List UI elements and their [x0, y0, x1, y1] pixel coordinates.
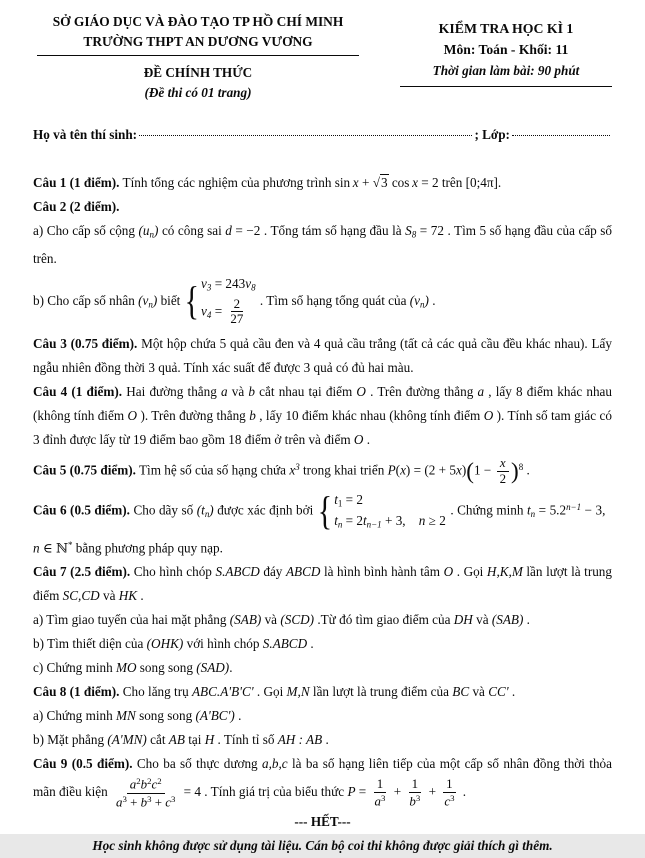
text-run: c — [165, 794, 171, 810]
question-4 — [33, 380, 612, 452]
text-run: c) Chứng minh — [33, 660, 116, 676]
fraction — [111, 776, 180, 810]
text-run: . Gọi — [453, 564, 487, 580]
text-run: = 4 . Tính giá trị của biểu thức — [180, 784, 348, 800]
text-run: ) — [152, 292, 158, 308]
fraction-denominator: 2 — [499, 471, 507, 487]
header-right-block — [400, 12, 612, 87]
sqrt-radical: √3 — [372, 175, 388, 190]
text-run: .Từ đó tìm giao điểm của — [314, 612, 454, 628]
text-run: (SCD) — [280, 612, 315, 628]
text-run: a — [129, 776, 137, 792]
cases-rows — [334, 492, 446, 531]
text-run: − 3, — [581, 502, 613, 518]
cases-system — [317, 488, 446, 534]
text-run: Cho dãy số — [129, 502, 197, 518]
text-run: n — [204, 509, 210, 520]
text-run: n — [418, 513, 426, 529]
text-run: là hình bình hành tâm — [320, 564, 444, 580]
text-run: = −2 . Tổng tám số hạng đầu là — [231, 223, 406, 238]
text-run: = 2 — [342, 492, 363, 508]
fraction-denominator — [372, 793, 389, 809]
cases-row — [334, 513, 446, 531]
text-run: có công sai — [158, 223, 226, 238]
text-run: (v — [409, 292, 421, 308]
text-run: ; Lớp: — [474, 127, 510, 142]
text-run: b — [249, 408, 256, 424]
text-run: O — [127, 408, 138, 424]
text-run: d — [225, 223, 232, 238]
text-run: MO — [115, 660, 137, 676]
text-run: và — [469, 684, 489, 700]
text-run: Học sinh không được sử dụng tài liệu. Cán bộ coi thi không được giải thích gì thêm. — [92, 837, 553, 853]
text-run: x — [455, 462, 462, 478]
text-run: H,K,M — [486, 564, 523, 580]
text-run: Tìm hệ số của số hạng chứa — [135, 462, 290, 478]
text-run: Cho ba số thực dương — [132, 756, 263, 772]
text-run: 3 — [381, 793, 386, 803]
exam-title: KIỂM TRA HỌC KÌ 1 — [438, 21, 574, 36]
text-run: --- HẾT--- — [294, 813, 351, 829]
text-run: Câu 9 (0.5 điểm). — [33, 756, 133, 772]
text-run: v — [201, 302, 207, 318]
text-run: (A'MN) — [107, 732, 147, 748]
text-run: b — [248, 384, 255, 400]
text-run: + — [425, 784, 440, 800]
fraction-denominator — [113, 794, 178, 810]
fraction-numerator: 1 — [443, 777, 455, 793]
text-run: Một hộp chứa 5 quả cầu đen và 4 quả cầu trắng (tất cả các quả cầu đều khác nhau). Lấy ngẫu nhiên đồng thời 3 quả. Tính xác suất để được 3 quả có đủ hai màu. — [33, 336, 613, 376]
question-7a — [33, 608, 612, 632]
school-name: TRƯỜNG THPT AN DƯƠNG VƯƠNG — [37, 32, 359, 56]
text-run: 2 — [136, 776, 141, 787]
fraction — [370, 777, 391, 809]
text-run: Họ và tên thí sinh: — [33, 127, 138, 142]
text-run: P — [347, 784, 356, 800]
text-run: (v — [138, 292, 149, 308]
text-run: biết — [157, 292, 184, 308]
text-run: 4 — [206, 309, 212, 320]
left-brace: { — [317, 488, 333, 534]
text-run: t — [334, 513, 338, 529]
end-marker — [33, 810, 612, 834]
question-2 — [33, 195, 612, 219]
text-run: MN — [115, 708, 136, 724]
text-run: ) — [424, 292, 429, 308]
exam-header — [33, 12, 612, 103]
sqrt-argument: 3 — [380, 175, 388, 190]
text-run: . — [459, 784, 467, 800]
text-run: ∈ ℕ — [39, 540, 69, 556]
text-run: 8 — [411, 229, 417, 240]
question-8b — [33, 728, 612, 752]
text-run: cos — [388, 175, 413, 190]
text-run: cắt — [146, 732, 169, 748]
text-run: 3 — [450, 793, 455, 803]
text-run: S — [405, 223, 412, 238]
text-run: a — [477, 384, 485, 400]
text-run: H — [204, 732, 215, 748]
question-8a — [33, 704, 612, 728]
text-run: . Gọi — [253, 684, 287, 700]
text-run: ) = (2 + 5 — [405, 462, 456, 478]
text-run: = 2 — [342, 513, 363, 529]
cases-row — [334, 492, 446, 510]
text-run: a) Cho cấp số cộng — [33, 223, 139, 238]
text-run: = 2 trên [0;4π]. — [417, 175, 502, 190]
fraction-numerator — [497, 456, 509, 472]
text-run: 2 — [147, 776, 152, 787]
text-run: n — [530, 509, 536, 520]
text-run: S.ABCD — [262, 636, 308, 652]
text-run: x — [412, 175, 418, 190]
question-2a — [33, 219, 612, 271]
fraction — [495, 456, 511, 487]
header-left-block — [33, 12, 363, 103]
text-run: DH — [453, 612, 473, 628]
text-run: ) — [461, 462, 467, 478]
text-run: a — [374, 793, 381, 809]
subject-grade-line: Môn: Toán - Khối: 11 — [443, 42, 569, 57]
official-exam-label: ĐỀ CHÍNH THỨC — [143, 65, 253, 80]
text-run: 3 — [122, 793, 127, 804]
text-run: 3 — [206, 282, 212, 293]
text-run: BC — [452, 684, 470, 700]
text-run: t — [526, 502, 531, 518]
question-7 — [33, 560, 612, 608]
text-run: (OHK) — [146, 636, 184, 652]
text-run: tại — [184, 732, 205, 748]
text-run: Câu 4 (1 điểm). — [33, 384, 123, 400]
page-count-note: (Đề thi có 01 trang) — [144, 85, 252, 100]
fraction-denominator — [441, 793, 457, 809]
text-run: . — [229, 660, 233, 676]
text-run: b) Mặt phẳng — [33, 732, 108, 748]
text-run: 3 — [415, 793, 421, 803]
text-run: (A'BC') — [195, 708, 235, 724]
text-run: ) — [154, 223, 159, 238]
text-run: + — [151, 794, 166, 810]
text-run: Hai đường thẳng — [122, 384, 221, 400]
text-run: lần lượt là trung điểm của — [309, 684, 453, 700]
text-run: ) — [511, 457, 519, 484]
text-run: . — [137, 588, 144, 604]
text-run: = 5.2 — [535, 502, 567, 518]
text-run: . — [363, 432, 370, 448]
text-run: b) Cho cấp số nhân — [33, 292, 139, 308]
question-7b — [33, 632, 612, 656]
fraction — [439, 777, 459, 809]
text-run: + — [126, 794, 141, 810]
text-run: (t — [196, 502, 205, 518]
text-run: song song — [135, 708, 196, 724]
question-2b — [33, 274, 612, 330]
text-run: . — [322, 732, 329, 748]
question-5 — [33, 455, 612, 487]
text-run: Câu 5 (0.75 điểm). — [33, 462, 136, 478]
text-run: a — [116, 794, 123, 810]
text-run: c — [151, 776, 158, 792]
text-run: b — [140, 794, 148, 810]
text-run: ABC.A'B'C' — [191, 684, 254, 700]
exam-body — [33, 123, 612, 858]
text-run: c — [444, 793, 451, 809]
text-run: a,b,c — [262, 756, 288, 772]
duration-line: Thời gian làm bài: 90 phút — [432, 63, 580, 78]
text-run: 3 — [170, 793, 176, 804]
text-run: Cho lăng trụ — [119, 684, 192, 700]
question-7c — [33, 656, 612, 680]
text-run: n−1 — [566, 502, 582, 513]
text-run: . Tính tỉ số — [214, 732, 278, 748]
text-run: b — [409, 793, 416, 809]
text-run: bằng phương pháp quy nạp. — [72, 540, 223, 556]
text-run: ). Trên đường thẳng — [137, 408, 250, 424]
text-run: x — [352, 175, 359, 190]
exam-note — [33, 834, 612, 858]
text-run: , lấy 8 điểm khác nhau (không tính điểm — [33, 384, 612, 424]
fraction-numerator: 1 — [374, 777, 386, 793]
question-3 — [33, 332, 612, 380]
header-divider — [400, 86, 612, 87]
question-9 — [33, 752, 612, 810]
text-run: n — [149, 229, 155, 240]
text-run: v — [201, 275, 207, 291]
fraction-numerator — [127, 776, 165, 793]
text-run: v — [245, 275, 252, 291]
text-run: được xác định bởi — [213, 502, 317, 518]
text-run: ABCD — [285, 564, 321, 580]
text-run: O — [483, 408, 494, 424]
text-run: 8 — [251, 282, 256, 293]
text-run: AB — [168, 732, 185, 748]
text-run: P — [387, 462, 396, 478]
text-run: 8 — [518, 462, 524, 473]
fraction-numerator: 1 — [409, 777, 421, 793]
text-run: + 3, — [381, 513, 419, 529]
text-run: 1 — [337, 498, 343, 509]
text-run: Câu 1 (1 điểm). — [33, 175, 120, 190]
text-run: (u — [138, 223, 150, 238]
question-1 — [33, 171, 612, 195]
dotted-fill-line — [139, 135, 472, 136]
text-run: O — [356, 384, 366, 400]
text-run: M,N — [286, 684, 310, 700]
text-run: và — [261, 612, 281, 628]
text-run: a) Chứng minh — [33, 708, 116, 724]
text-run: O — [443, 564, 454, 580]
text-run: b) Tìm thiết diện của — [33, 636, 147, 652]
text-run: . — [307, 636, 314, 652]
text-run: (SAB) — [229, 612, 262, 628]
text-run: . — [428, 292, 436, 308]
text-run: ≥ 2 — [425, 513, 446, 529]
text-run: n — [337, 519, 343, 530]
text-run: x — [400, 462, 406, 478]
text-run: x — [499, 455, 506, 471]
text-run: , lấy 10 điểm khác nhau (không tính điểm — [255, 408, 484, 424]
text-run: ( — [466, 457, 474, 484]
text-run: + — [358, 175, 373, 190]
text-run: cắt nhau tại điểm — [254, 384, 357, 400]
fraction — [404, 777, 425, 809]
text-run: Tính tổng các nghiệm của phương trình sin — [119, 175, 353, 190]
text-run: ) — [209, 502, 214, 518]
text-run: Câu 3 (0.75 điểm). — [33, 336, 138, 352]
text-run: t — [334, 492, 338, 508]
text-run: 1 − — [473, 462, 495, 478]
text-run: Cho hình chóp — [130, 564, 216, 580]
question-8 — [33, 680, 612, 704]
text-run: . — [523, 612, 530, 628]
text-run: . Trên đường thẳng — [365, 384, 478, 400]
cases-row — [201, 276, 256, 294]
text-run: n — [148, 299, 153, 310]
text-run: a) Tìm giao tuyến của hai mặt phẳng — [33, 612, 230, 628]
text-run: = — [211, 302, 226, 318]
fraction-numerator: 2 — [231, 297, 243, 313]
text-run: trong khai triển — [299, 462, 388, 478]
text-run: CC' — [488, 684, 509, 700]
text-run: đáy — [259, 564, 286, 580]
fraction-denominator: 27 — [230, 311, 244, 327]
text-run: n — [420, 299, 425, 310]
text-run: n — [33, 540, 40, 556]
text-run: Câu 7 (2.5 điểm). — [33, 564, 131, 580]
text-run: . — [234, 708, 242, 724]
student-info-line — [33, 123, 612, 147]
text-run: . Tìm số hạng tổng quát của — [256, 292, 410, 308]
cases-system — [185, 276, 256, 328]
text-run: HK — [118, 588, 138, 604]
text-run: Câu 8 (1 điểm). — [33, 684, 120, 700]
department-name: SỞ GIÁO DỤC VÀ ĐÀO TẠO TP HỒ CHÍ MINH — [52, 14, 344, 29]
text-run: = — [355, 784, 370, 800]
text-run: và — [472, 612, 492, 628]
text-run: b — [140, 776, 148, 792]
fraction-denominator — [406, 793, 423, 809]
cases-row — [201, 297, 256, 328]
text-run: 2 — [157, 776, 162, 787]
text-run: 3 — [295, 462, 300, 473]
text-run: Câu 2 (2 điểm). — [33, 199, 120, 214]
text-run: a — [221, 384, 228, 400]
text-run: S.ABCD — [215, 564, 260, 580]
text-run: = 243 — [211, 275, 246, 291]
text-run: = 72 . Tìm 5 số hạng đầu của cấp số trên. — [33, 223, 613, 266]
text-run: * — [68, 539, 73, 550]
text-run: và — [227, 384, 249, 400]
text-run: và — [99, 588, 119, 604]
text-run: ( — [395, 462, 401, 478]
text-run: . — [508, 684, 516, 700]
text-run: 3 — [147, 793, 152, 804]
text-run: x — [289, 462, 296, 478]
text-run: + — [390, 784, 405, 800]
text-run: n−1 — [366, 519, 382, 530]
dotted-fill-line — [512, 135, 610, 136]
text-run: . — [523, 462, 530, 478]
text-run: (SAB) — [491, 612, 524, 628]
text-run: . Chứng minh — [446, 502, 527, 518]
text-run: Câu 6 (0.5 điểm). — [33, 502, 130, 518]
text-run: AH : AB — [277, 732, 323, 748]
text-run: song song — [136, 660, 197, 676]
left-brace: { — [184, 278, 200, 324]
text-run: với hình chóp — [183, 636, 263, 652]
question-6 — [33, 490, 612, 560]
text-run: lần lượt là trung điểm — [33, 564, 612, 604]
cases-rows — [201, 276, 256, 328]
text-run: O — [353, 432, 364, 448]
text-run: ). Tính số tam giác có 3 đỉnh được lấy từ 19 điểm bao gồm 18 điểm ở trên và điểm — [33, 408, 612, 448]
text-run: (SAD) — [196, 660, 230, 676]
fraction — [225, 297, 248, 328]
text-run: SC,CD — [62, 588, 100, 604]
text-run: t — [362, 513, 367, 529]
text-run: là ba số hạng liên tiếp của một cấp số nhân đồng thời thỏa mãn điều kiện — [33, 756, 613, 800]
